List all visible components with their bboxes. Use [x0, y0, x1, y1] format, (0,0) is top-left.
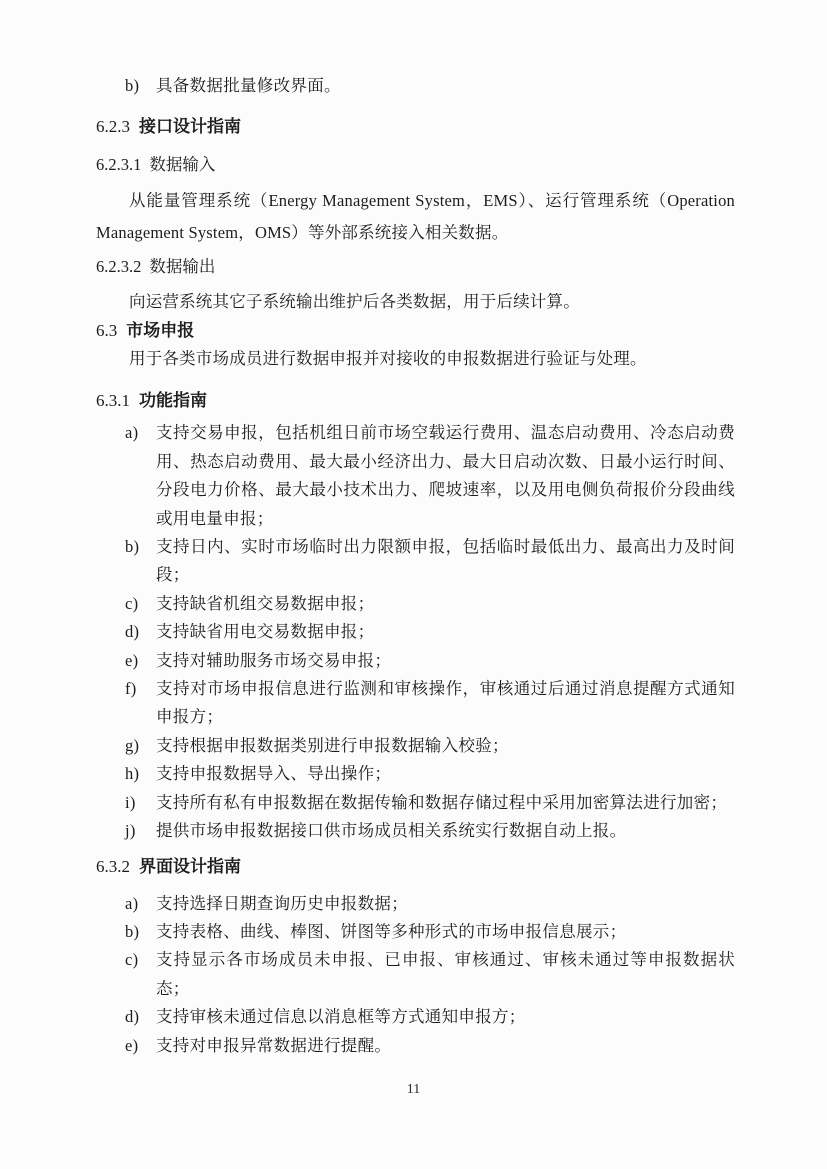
- page-number: 11: [406, 1082, 421, 1097]
- list-item-label: b): [125, 76, 140, 95]
- list-item: [96, 590, 735, 618]
- list-item-label: c): [125, 593, 139, 613]
- list-item-text: 支持对市场申报信息进行监测和审核操作，审核通过后通过消息提醒方式通知申报方；: [156, 679, 735, 727]
- list-item-label: c): [125, 950, 139, 970]
- list-item-label: e): [125, 650, 139, 670]
- list-item-text: 支持日内、实时市场临时出力限额申报，包括临时最低出力、最高出力及时间段；: [156, 537, 735, 585]
- list-item: [96, 1032, 735, 1060]
- list-item: [96, 618, 735, 646]
- list-item-text: 支持缺省机组交易数据申报；: [156, 593, 375, 613]
- section-number: 6.3: [96, 321, 118, 341]
- section-heading-6-3-1: [96, 387, 735, 415]
- list-item: [96, 760, 735, 788]
- list-item: [96, 533, 735, 590]
- list-item-label: e): [125, 1035, 139, 1055]
- section-number: 6.2.3.2: [96, 257, 142, 277]
- list-item-text: 支持对辅助服务市场交易申报；: [156, 650, 392, 670]
- list-item-text: 支持对申报异常数据进行提醒。: [156, 1035, 392, 1055]
- list-item-text: 支持交易申报，包括机组日前市场空载运行费用、温态启动费用、冷态启动费用、热态启动费用、最大最小经济出力、最大日启动次数、日最小运行时间、分段电力价格、最大最小技术出力、爬坡速率，以及用电侧负荷报价分段曲线或用电量申报；: [156, 423, 735, 528]
- section-heading-6-2-3-2: [96, 253, 735, 281]
- list-item-label: j): [125, 821, 136, 841]
- section-heading-6-3-2: [96, 853, 735, 881]
- list-item-label: i): [125, 792, 136, 812]
- section-number: 6.2.3.1: [96, 155, 142, 175]
- section-number: 6.3.2: [96, 856, 130, 876]
- section-title: 数据输出: [149, 257, 216, 277]
- list-item-label: g): [125, 735, 140, 755]
- list-item-label: f): [125, 679, 137, 699]
- list-item: [96, 647, 735, 675]
- list-item: [96, 890, 735, 918]
- list-item: [96, 419, 735, 533]
- list-item: [96, 817, 735, 845]
- list-item: [96, 1003, 735, 1031]
- section-title: 数据输入: [149, 155, 216, 175]
- section-title: 市场申报: [126, 321, 195, 341]
- list-item: [96, 918, 735, 946]
- section-number: 6.3.1: [96, 391, 130, 411]
- list-item: [96, 946, 735, 1003]
- list-item: [96, 732, 735, 760]
- list-item-text: 支持显示各市场成员未申报、已申报、审核通过、审核未通过等申报数据状态；: [156, 950, 735, 998]
- list-item-label: b): [125, 537, 140, 557]
- list-item-text: 支持申报数据导入、导出操作；: [156, 764, 392, 784]
- list-item-text: 支持选择日期查询历史申报数据；: [156, 893, 408, 913]
- section-title: 功能指南: [139, 391, 207, 411]
- paragraph-market-declaration: 用于各类市场成员进行数据申报并对接收的申报数据进行验证与处理。: [129, 349, 647, 369]
- list-item: [96, 789, 735, 817]
- list-item-text: 具备数据批量修改界面。: [156, 76, 341, 95]
- list-item: [96, 675, 735, 732]
- list-item-text: 提供市场申报数据接口供市场成员相关系统实行数据自动上报。: [156, 821, 627, 841]
- list-item-text: 支持所有私有申报数据在数据传输和数据存储过程中采用加密算法进行加密；: [156, 792, 728, 812]
- section-title: 接口设计指南: [139, 117, 241, 137]
- list-item-text: 支持审核未通过信息以消息框等方式通知申报方；: [156, 1007, 526, 1027]
- page-content: [96, 72, 735, 1060]
- list-item-text: 支持缺省用电交易数据申报；: [156, 622, 375, 642]
- section-heading-6-2-3-1: [96, 151, 735, 179]
- paragraph-data-output: 向运营系统其它子系统输出维护后各类数据，用于后续计算。: [129, 292, 580, 312]
- list-item-label: b): [125, 921, 140, 941]
- section-title: 界面设计指南: [139, 856, 241, 876]
- list-item-label: a): [125, 893, 139, 913]
- list-item-label: d): [125, 1007, 140, 1027]
- section-heading-6-2-3: [96, 113, 735, 141]
- list-item-text: 支持表格、曲线、棒图、饼图等多种形式的市场申报信息展示；: [156, 921, 627, 941]
- list-item-label: h): [125, 764, 140, 784]
- section-heading-6-3: [96, 317, 735, 345]
- section-number: 6.2.3: [96, 117, 130, 137]
- paragraph-data-input: 从能量管理系统（Energy Management System，EMS）、运行管理系统（Operation Management System，OMS）等外部系统接入相关数据。: [96, 191, 735, 243]
- list-item-label: d): [125, 622, 140, 642]
- list-item: [96, 72, 735, 100]
- list-item-label: a): [125, 423, 139, 443]
- list-item-text: 支持根据申报数据类别进行申报数据输入校验；: [156, 735, 509, 755]
